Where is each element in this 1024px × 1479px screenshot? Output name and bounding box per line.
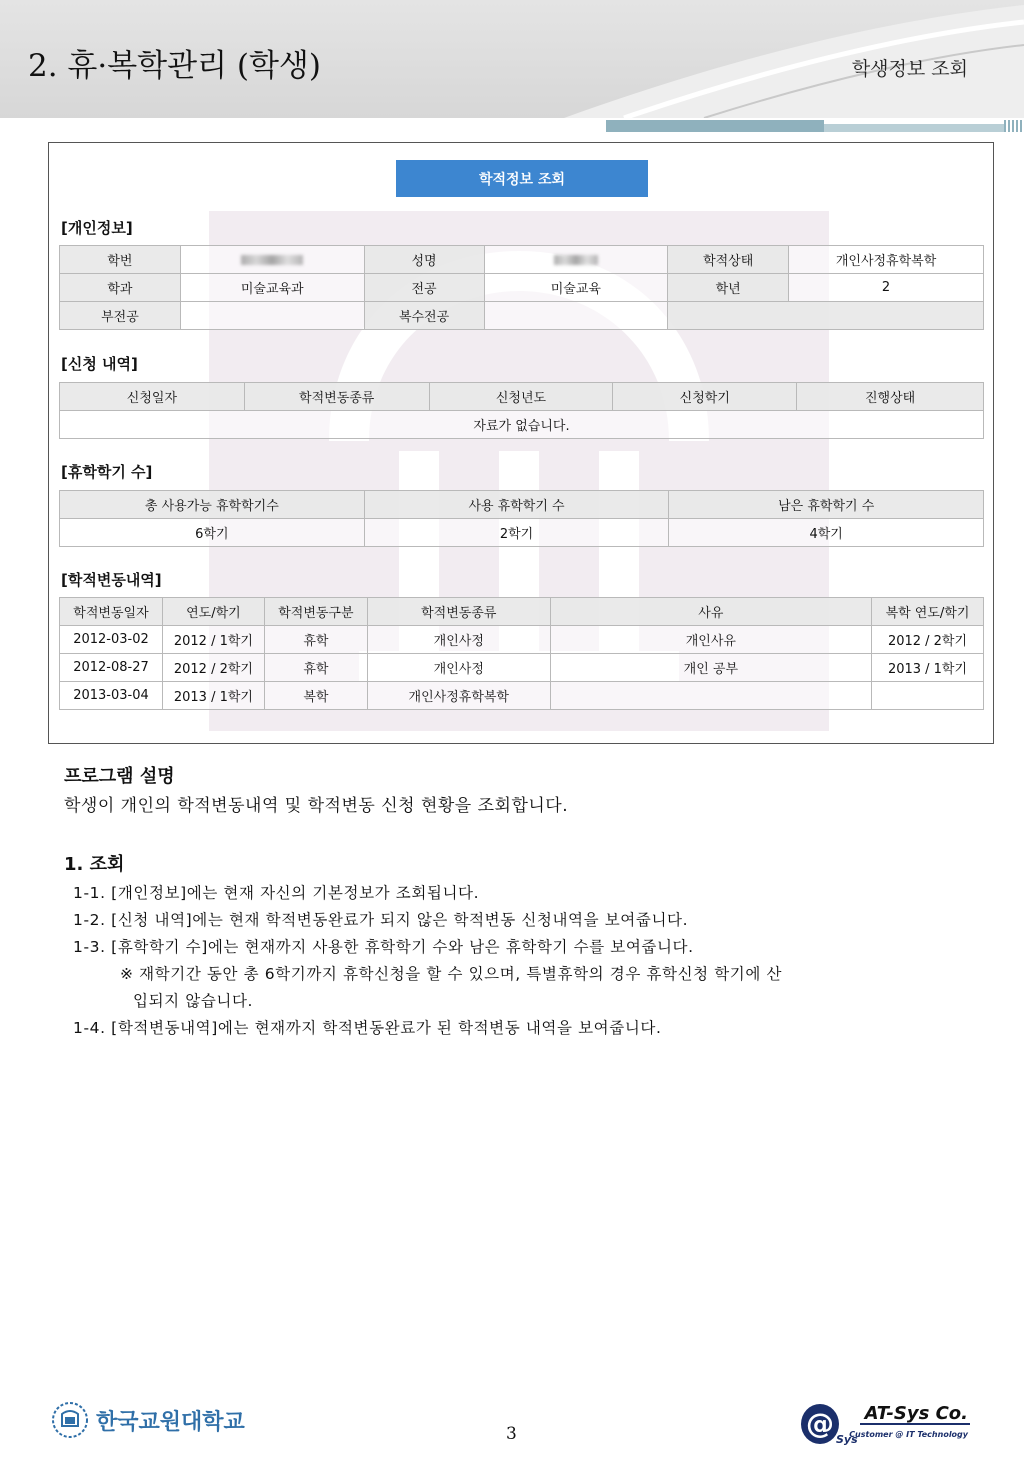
document-title: 2. 휴·복학관리 (학생) — [28, 48, 321, 84]
knue-logo-text: 한국교원대학교 — [96, 1409, 245, 1435]
major-label: 전공 — [364, 274, 484, 302]
description-item: 1-3. [휴학학기 수]에는 현재까지 사용한 휴학학기 수와 남은 휴학학기 수를 보여줍니다. — [73, 938, 694, 956]
page-header — [0, 0, 1024, 118]
document-subtitle: 학생정보 조회 — [851, 58, 968, 80]
page-number: 3 — [506, 1424, 517, 1444]
column-header: 학적변동구분 — [264, 598, 367, 626]
minor-value — [180, 302, 364, 330]
grade-label: 학년 — [668, 274, 789, 302]
department-label: 학과 — [60, 274, 181, 302]
column-header: 연도/학기 — [162, 598, 264, 626]
column-header: 학적변동종류 — [367, 598, 550, 626]
table-row — [60, 626, 984, 654]
column-header: 남은 휴학학기 수 — [669, 491, 984, 519]
personal-info-heading: [개인정보] — [61, 219, 133, 237]
column-header: 신청년도 — [429, 383, 613, 411]
program-description-text: 학생이 개인의 학적변동내역 및 학적변동 신청 현황을 조회합니다. — [64, 796, 569, 816]
empty-cell — [668, 302, 984, 330]
table-row — [60, 682, 984, 710]
table-cell: 2013 / 1학기 — [162, 682, 264, 710]
table-cell: 2012 / 2학기 — [162, 654, 264, 682]
at-sys-mark-sub: Sys — [836, 1433, 858, 1446]
table-row — [60, 654, 984, 682]
knue-logo — [50, 1400, 245, 1440]
column-header: 총 사용가능 휴학학기수 — [60, 491, 365, 519]
student-id-value — [180, 246, 364, 274]
header-accent-bar — [606, 120, 824, 132]
table-cell: 개인사정 — [367, 654, 550, 682]
table-cell: 개인사정 — [367, 626, 550, 654]
table-row — [60, 274, 984, 302]
table-cell: 휴학 — [264, 654, 367, 682]
minor-label: 부전공 — [60, 302, 181, 330]
table-header-row — [60, 383, 984, 411]
header-accent-stripes — [1004, 120, 1022, 132]
description-item: 1-1. [개인정보]에는 현재 자신의 기본정보가 조회됩니다. — [73, 884, 480, 902]
column-header: 신청일자 — [60, 383, 245, 411]
table-cell: 2013 / 1학기 — [872, 654, 984, 682]
at-sys-logo-text: AT-Sys Co. — [864, 1403, 968, 1424]
table-cell — [550, 682, 871, 710]
table-cell: 2012-03-02 — [60, 626, 163, 654]
table-cell: 개인사정휴학복학 — [367, 682, 550, 710]
column-header: 사용 휴학학기 수 — [364, 491, 669, 519]
table-row — [60, 519, 984, 547]
table-row — [60, 411, 984, 439]
history-table — [59, 597, 984, 710]
application-heading: [신청 내역] — [61, 355, 138, 373]
redacted-student-id — [241, 255, 303, 265]
table-cell: 2012 / 2학기 — [872, 626, 984, 654]
name-value — [484, 246, 668, 274]
column-header: 진행상태 — [797, 383, 984, 411]
table-header-row — [60, 491, 984, 519]
student-id-label: 학번 — [60, 246, 181, 274]
table-row — [60, 302, 984, 330]
table-cell: 2012 / 1학기 — [162, 626, 264, 654]
table-cell: 휴학 — [264, 626, 367, 654]
screenshot-frame — [48, 142, 994, 744]
column-header: 사유 — [550, 598, 871, 626]
application-table — [59, 382, 984, 439]
table-cell — [872, 682, 984, 710]
program-description-title: 프로그램 설명 — [64, 766, 175, 787]
header-accent-bar-light — [824, 124, 1004, 132]
at-sys-tagline: Customer @ IT Technology — [849, 1430, 968, 1439]
section-title-inquiry: 1. 조회 — [64, 854, 125, 875]
redacted-name — [554, 255, 598, 265]
double-major-value — [484, 302, 668, 330]
table-cell: 2013-03-04 — [60, 682, 163, 710]
description-note-continued: 입되지 않습니다. — [133, 992, 254, 1010]
history-heading: [학적변동내역] — [61, 571, 162, 589]
status-value: 개인사정휴학복학 — [789, 246, 984, 274]
double-major-label: 복수전공 — [364, 302, 484, 330]
personal-info-table — [59, 245, 984, 330]
grade-value: 2 — [789, 274, 984, 302]
description-note: ※ 재학기간 동안 총 6학기까지 휴학신청을 할 수 있으며, 특별휴학의 경우 휴학신청 학기에 산 — [120, 965, 783, 983]
total-leave-terms: 6학기 — [60, 519, 365, 547]
remaining-leave-terms: 4학기 — [669, 519, 984, 547]
column-header: 학적변동종류 — [244, 383, 429, 411]
major-value: 미술교육 — [484, 274, 668, 302]
name-label: 성명 — [364, 246, 484, 274]
empty-message: 자료가 없습니다. — [60, 411, 984, 439]
used-leave-terms: 2학기 — [364, 519, 669, 547]
screen-title-bar: 학적정보 조회 — [396, 160, 648, 197]
table-cell: 개인 공부 — [550, 654, 871, 682]
table-cell: 개인사유 — [550, 626, 871, 654]
department-value: 미술교육과 — [180, 274, 364, 302]
column-header: 복학 연도/학기 — [872, 598, 984, 626]
table-row — [60, 246, 984, 274]
column-header: 학적변동일자 — [60, 598, 163, 626]
at-sys-mark: @ — [806, 1407, 834, 1440]
at-sys-logo — [798, 1397, 978, 1449]
table-cell: 2012-08-27 — [60, 654, 163, 682]
column-header: 신청학기 — [613, 383, 797, 411]
description-item: 1-4. [학적변동내역]에는 현재까지 학적변동완료가 된 학적변동 내역을 보여줍니다. — [73, 1019, 662, 1037]
description-item: 1-2. [신청 내역]에는 현재 학적변동완료가 되지 않은 학적변동 신청내역을 보여줍니다. — [73, 911, 689, 929]
table-cell: 복학 — [264, 682, 367, 710]
leave-terms-table — [59, 490, 984, 547]
knue-emblem-icon — [50, 1400, 90, 1440]
leave-terms-heading: [휴학학기 수] — [61, 463, 153, 481]
status-label: 학적상태 — [668, 246, 789, 274]
table-header-row — [60, 598, 984, 626]
